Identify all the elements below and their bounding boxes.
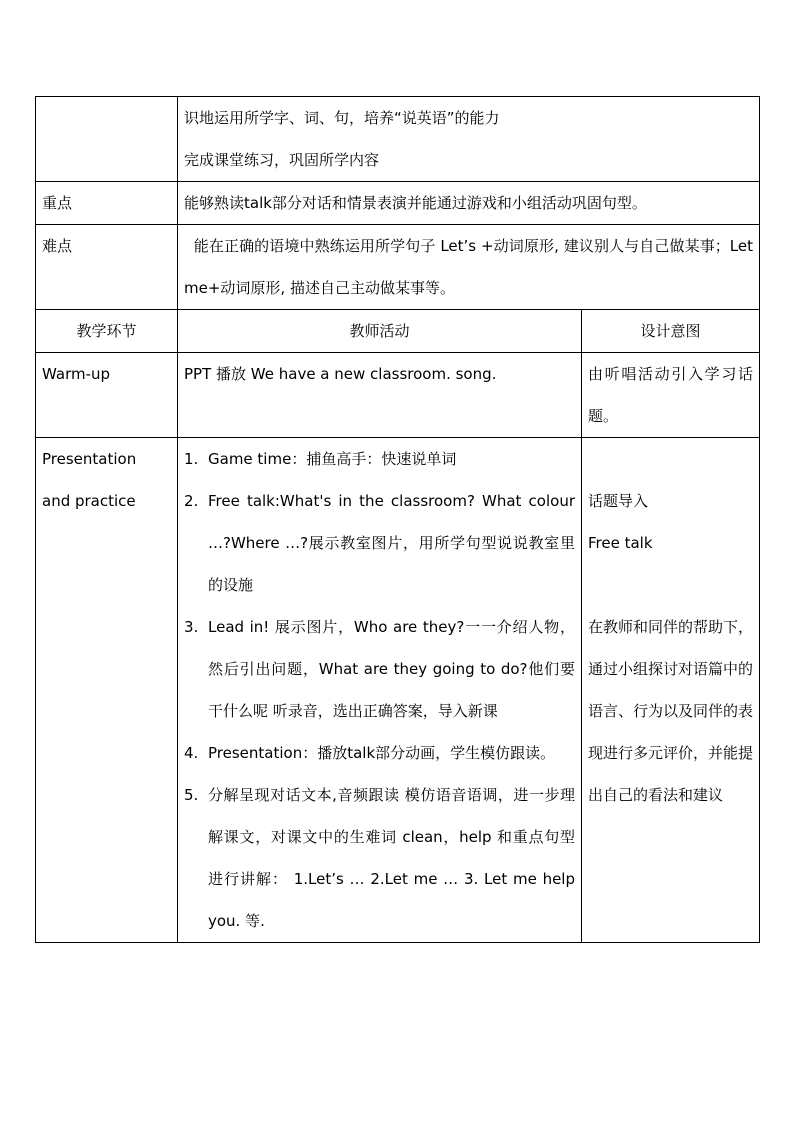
step-text: Game time：捕鱼高手：快速说单词	[208, 450, 457, 468]
objectives-text-cell	[178, 97, 760, 182]
step-number: 1.	[184, 450, 199, 468]
list-item	[184, 606, 575, 732]
step-text: 分解呈现对话文本,音频跟读 模仿语音语调，进一步理解课文，对课文中的生难词 clean，help 和重点句型进行讲解： 1.Let’s … 2.Let me … 3. Let me help you. 等.	[208, 786, 575, 930]
activity-steps-list	[184, 438, 575, 942]
header-stage: 教学环节	[36, 310, 178, 353]
objective-line-1: 识地运用所学字、词、句，培养“说英语”的能力	[184, 109, 500, 127]
key-points-row	[36, 182, 760, 225]
header-row	[36, 310, 760, 353]
difficulties-text: 能在正确的语境中熟练运用所学句子 Let’s +动词原形, 建议别人与自己做某事；Let me+动词原形, 描述自己主动做某事等。	[178, 225, 760, 310]
intent-evaluation: 在教师和同伴的帮助下，通过小组探讨对语篇中的语言、行为以及同伴的表现进行多元评价，并能提出自己的看法和建议	[588, 618, 754, 804]
step-number: 4.	[184, 744, 199, 762]
difficulties-row	[36, 225, 760, 310]
warmup-activity: PPT 播放 We have a new classroom. song.	[178, 353, 582, 438]
step-text: Presentation：播放talk部分动画，学生模仿跟读。	[208, 744, 556, 762]
key-points-text: 能够熟读talk部分对话和情景表演并能通过游戏和小组活动巩固句型。	[178, 182, 760, 225]
presentation-stage-line-2: and practice	[42, 492, 136, 510]
intent-topic-intro: 话题导入	[588, 492, 649, 510]
step-number: 2.	[184, 492, 199, 510]
warmup-row	[36, 353, 760, 438]
list-item	[184, 480, 575, 606]
list-item	[184, 774, 575, 942]
presentation-stage	[36, 438, 178, 943]
step-text: Free talk:What's in the classroom? What colour …?Where …?展示教室图片，用所学句型说说教室里的设施	[208, 492, 575, 594]
presentation-activities	[178, 438, 582, 943]
step-number: 5.	[184, 786, 199, 804]
presentation-intent	[582, 438, 760, 943]
difficulties-label: 难点	[36, 225, 178, 310]
header-design-intent: 设计意图	[582, 310, 760, 353]
key-points-label: 重点	[36, 182, 178, 225]
objectives-label-cell	[36, 97, 178, 182]
warmup-intent: 由听唱活动引入学习话题。	[582, 353, 760, 438]
objective-line-2: 完成课堂练习，巩固所学内容	[184, 151, 380, 169]
step-text: Lead in! 展示图片，Who are they?一一介绍人物，然后引出问题，What are they going to do?他们要干什么呢 听录音，选出正确答案，导入新课	[208, 618, 575, 720]
header-teacher-activity: 教师活动	[178, 310, 582, 353]
intent-free-talk: Free talk	[588, 534, 653, 552]
list-item	[184, 438, 575, 480]
presentation-row	[36, 438, 760, 943]
warmup-stage: Warm-up	[36, 353, 178, 438]
objectives-row	[36, 97, 760, 182]
lesson-plan-table	[35, 96, 760, 943]
list-item	[184, 732, 575, 774]
step-number: 3.	[184, 618, 199, 636]
presentation-stage-line-1: Presentation	[42, 450, 137, 468]
